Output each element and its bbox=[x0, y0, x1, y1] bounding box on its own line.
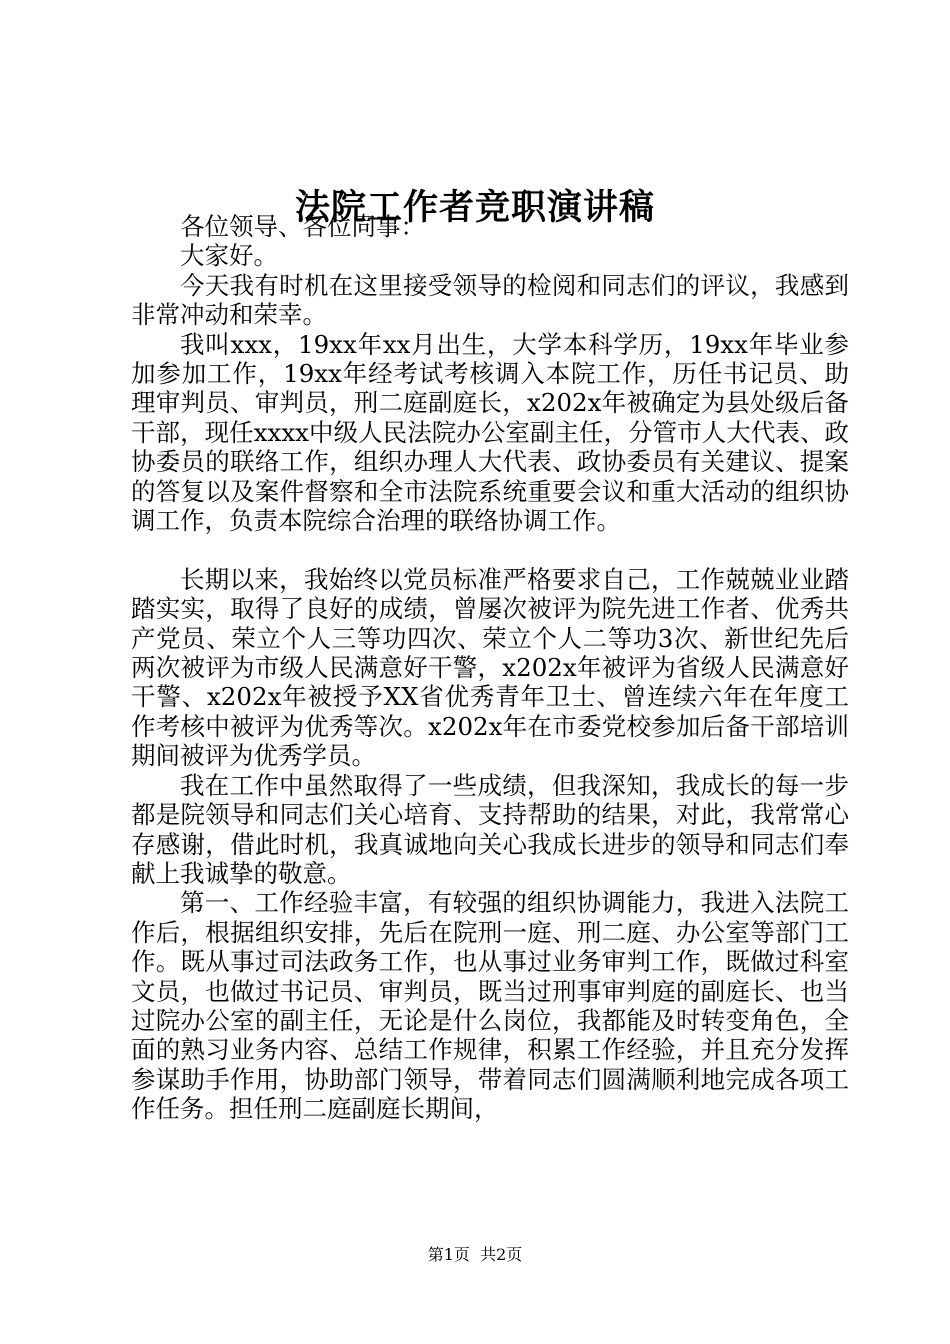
document-body bbox=[131, 212, 849, 1124]
document-title: 法院工作者竞职演讲稿 bbox=[294, 187, 655, 228]
page-footer bbox=[0, 1244, 950, 1266]
salutation: 各位领导、各位同事： bbox=[180, 212, 425, 241]
paragraph-intro: 今天我有时机在这里接受领导的检阅和同志们的评议，我感到非常冲动和荣幸。 bbox=[131, 270, 849, 330]
paragraph-achievements: 长期以来，我始终以党员标准严格要求自己，工作兢兢业业踏踏实实，取得了良好的成绩，曾屡次被评为院先进工作者、优秀共产党员、荣立个人三等功四次、荣立个人二等功3次、新世纪先后两次被评为市级人民满意好干警，x202x年被评为省级人民满意好干警、x202x年被授予XX省优秀青年卫士、曾连续六年在年度工作考核中被评为优秀等次。x202x年在市委党校参加后备干部培训期间被评为优秀学员。 bbox=[131, 564, 849, 771]
paragraph-first-point: 第一、工作经验丰富，有较强的组织协调能力，我进入法院工作后，根据组织安排，先后在院刑一庭、刑二庭、办公室等部门工作。既从事过司法政务工作，也从事过业务审判工作，既做过科室文员，也做过书记员、审判员，既当过刑事审判庭的副庭长、也当过院办公室的副主任，无论是什么岗位，我都能及时转变角色，全面的熟习业务内容、总结工作规律，积累工作经验，并且充分发挥参谋助手作用，协助部门领导，带着同志们圆满顺利地完成各项工作任务。担任刑二庭副庭长期间， bbox=[131, 888, 849, 1124]
page-number: 第1页 共2页 bbox=[427, 1245, 523, 1264]
greeting: 大家好。 bbox=[180, 241, 278, 271]
paragraph-background: 我叫xxx，19xx年xx月出生，大学本科学历，19xx年毕业参加参加工作，19xx年经考试考核调入本院工作，历任书记员、助理审判员、审判员，刑二庭副庭长，x202x年被确定为县处级后备干部，现任xxxx中级人民法院办公室副主任，分管市人大代表、政协委员的联络工作，组织办理人大代表、政协委员有关建议、提案的答复以及案件督察和全市法院系统重要会议和重大活动的组织协调工作，负责本院综合治理的联络协调工作。 bbox=[131, 329, 849, 536]
paragraph-gratitude: 我在工作中虽然取得了一些成绩，但我深知，我成长的每一步都是院领导和同志们关心培育、支持帮助的结果，对此，我常常心存感谢，借此时机，我真诚地向关心我成长进步的领导和同志们奉献上我诚挚的敬意。 bbox=[131, 770, 849, 888]
